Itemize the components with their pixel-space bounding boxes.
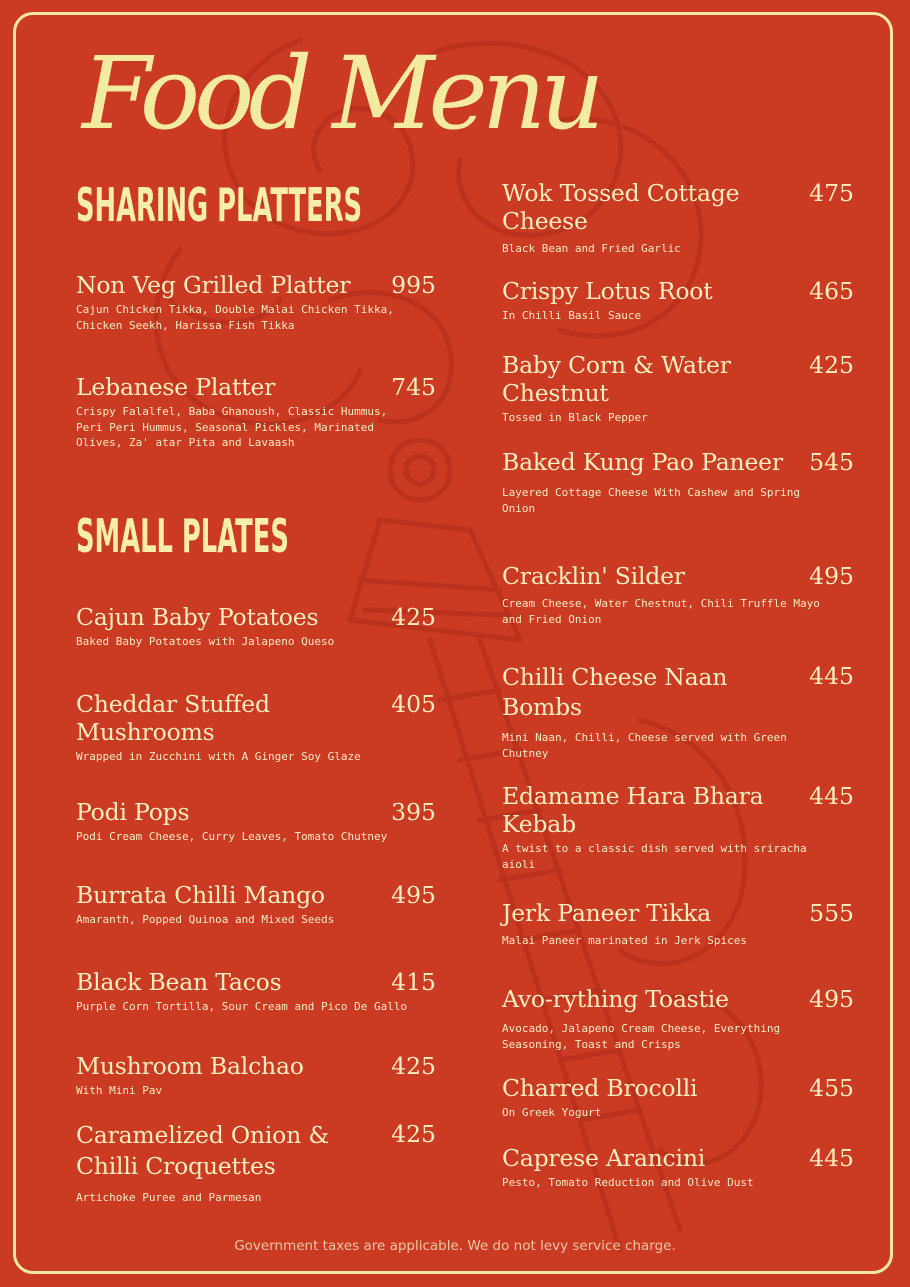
menu-item: [76, 603, 436, 650]
item-description: Pesto, Tomato Reduction and Olive Dust: [502, 1176, 754, 1189]
item-price: 495: [809, 562, 854, 590]
item-description: Amaranth, Popped Quinoa and Mixed Seeds: [76, 913, 335, 926]
item-description: Baked Baby Potatoes with Jalapeno Queso: [76, 635, 335, 648]
menu-item: [502, 1074, 854, 1121]
item-price: 445: [809, 1144, 854, 1172]
item-price: 995: [391, 271, 436, 299]
item-name: Mushroom Balchao: [76, 1052, 304, 1080]
item-price: 425: [391, 1120, 436, 1148]
item-name: Jerk Paneer Tikka: [502, 899, 711, 927]
menu-item: [502, 899, 854, 949]
item-name: Caramelized Onion & Chilli Croquettes: [76, 1121, 330, 1180]
item-name: Wok Tossed Cottage Cheese: [502, 179, 740, 235]
menu-item: [502, 562, 854, 627]
item-name: Caprese Arancini: [502, 1144, 706, 1172]
menu-item: [76, 881, 436, 928]
menu-item: [502, 351, 854, 426]
item-name: Non Veg Grilled Platter: [76, 271, 351, 299]
item-description: Cream Cheese, Water Chestnut, Chili Truffle Mayo and Fried Onion: [502, 597, 820, 626]
item-price: 425: [391, 1052, 436, 1080]
menu-item: [502, 782, 854, 872]
item-description: Artichoke Puree and Parmesan: [76, 1191, 262, 1204]
item-price: 445: [809, 782, 854, 810]
item-name: Podi Pops: [76, 798, 190, 826]
item-price: 545: [809, 448, 854, 476]
item-name: Edamame Hara Bhara Kebab: [502, 782, 764, 838]
item-name: Burrata Chilli Mango: [76, 881, 325, 909]
item-name: Baked Kung Pao Paneer: [502, 448, 783, 476]
item-price: 425: [809, 351, 854, 379]
section-title-small-plates: SMALL PLATES: [76, 509, 289, 563]
menu-item: [502, 662, 854, 761]
item-description: Cajun Chicken Tikka, Double Malai Chicken Tikka, Chicken Seekh, Harissa Fish Tikka: [76, 303, 394, 332]
menu-item: [502, 448, 854, 516]
menu-item: [76, 271, 436, 333]
menu-item: [502, 985, 854, 1052]
item-name: Cajun Baby Potatoes: [76, 603, 319, 631]
item-description: Black Bean and Fried Garlic: [502, 242, 681, 255]
item-description: On Greek Yogurt: [502, 1106, 602, 1119]
menu-item: [76, 968, 436, 1015]
item-description: Malai Paneer marinated in Jerk Spices: [502, 934, 748, 947]
item-description: In Chilli Basil Sauce: [502, 309, 642, 322]
menu-item: [502, 1144, 854, 1191]
page-title: Food Menu: [82, 35, 599, 152]
item-name: Cheddar Stuffed Mushrooms: [76, 690, 270, 746]
item-name: Charred Brocolli: [502, 1074, 698, 1102]
item-name: Chilli Cheese Naan Bombs: [502, 663, 728, 721]
item-description: Tossed in Black Pepper: [502, 411, 648, 424]
item-price: 745: [391, 373, 436, 401]
item-price: 395: [391, 798, 436, 826]
menu-item: [76, 1120, 436, 1206]
item-name: Lebanese Platter: [76, 373, 276, 401]
item-name: Avo-rything Toastie: [502, 985, 729, 1013]
menu-item: [502, 277, 854, 324]
item-description: With Mini Pav: [76, 1084, 163, 1097]
menu-item: [502, 179, 854, 257]
item-name: Crispy Lotus Root: [502, 277, 713, 305]
item-description: Purple Corn Tortilla, Sour Cream and Pico De Gallo: [76, 1000, 408, 1013]
item-price: 455: [809, 1074, 854, 1102]
item-price: 405: [391, 690, 436, 718]
item-description: A twist to a classic dish served with sriracha aioli: [502, 842, 807, 871]
item-price: 555: [809, 899, 854, 927]
item-price: 445: [809, 662, 854, 690]
section-title-sharing-platters: SHARING PLATTERS: [76, 178, 363, 232]
menu-item: [76, 690, 436, 765]
item-description: Avocado, Jalapeno Cream Cheese, Everything Seasoning, Toast and Crisps: [502, 1022, 781, 1051]
footer-note: Government taxes are applicable. We do not levy service charge.: [234, 1238, 676, 1254]
item-name: Black Bean Tacos: [76, 968, 282, 996]
item-description: Wrapped in Zucchini with A Ginger Soy Glaze: [76, 750, 361, 763]
item-price: 475: [809, 179, 854, 207]
item-description: Mini Naan, Chilli, Cheese served with Green Chutney: [502, 731, 787, 760]
item-price: 465: [809, 277, 854, 305]
item-price: 495: [391, 881, 436, 909]
item-description: Layered Cottage Cheese With Cashew and Spring Onion: [502, 486, 801, 515]
item-name: Baby Corn & Water Chestnut: [502, 351, 731, 407]
item-description: Podi Cream Cheese, Curry Leaves, Tomato Chutney: [76, 830, 388, 843]
item-name: Cracklin' Silder: [502, 562, 685, 590]
menu-item: [76, 1052, 436, 1099]
item-description: Crispy Falalfel, Baba Ghanoush, Classic Hummus, Peri Peri Hummus, Seasonal Pickles, Marinated Olives, Za' atar Pita and Lavaash: [76, 405, 388, 449]
item-price: 415: [391, 968, 436, 996]
item-price: 495: [809, 985, 854, 1013]
menu-item: [76, 373, 436, 451]
menu-item: [76, 798, 436, 845]
item-price: 425: [391, 603, 436, 631]
